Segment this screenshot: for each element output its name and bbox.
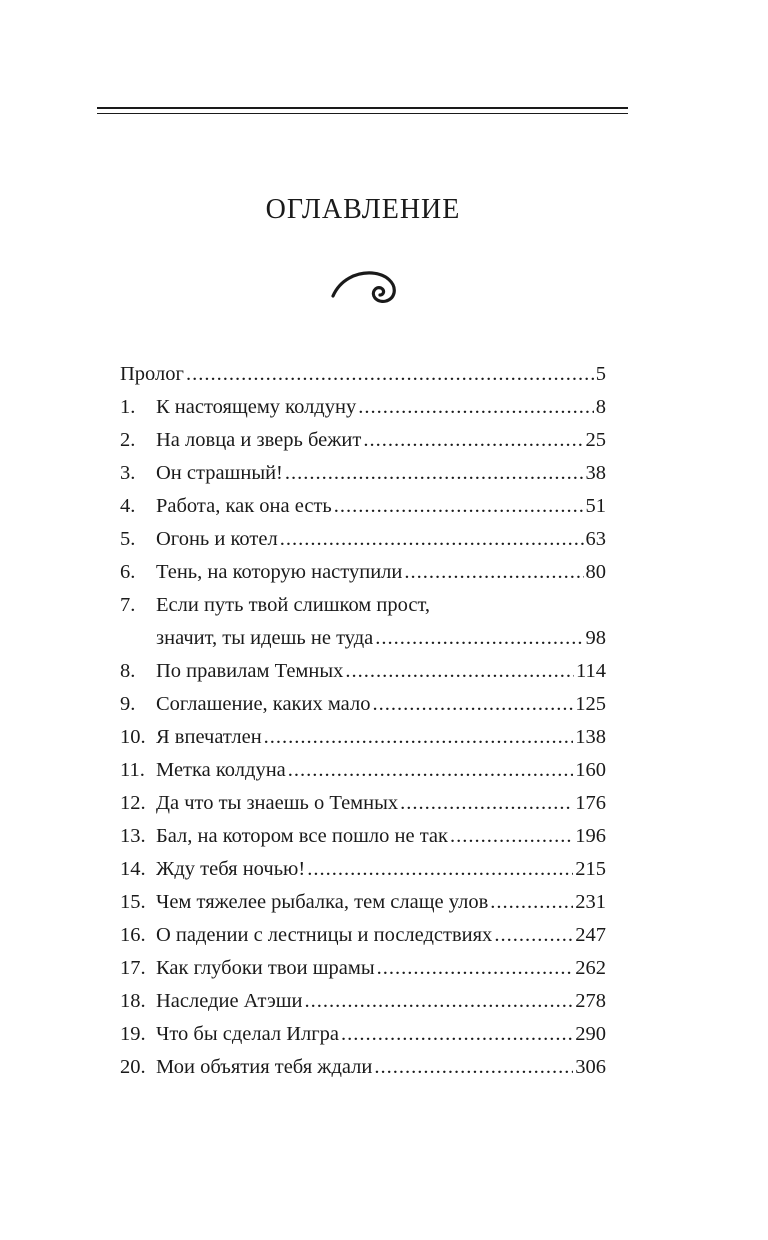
toc-entry-title: По правилам Темных — [156, 660, 344, 682]
toc-entry-title: Огонь и котел — [156, 528, 278, 550]
toc-entry-title: На ловца и зверь бежит — [156, 429, 362, 451]
toc-entry-page: 306 — [575, 1056, 606, 1078]
toc-leader-dots — [285, 457, 584, 490]
toc-entry — [120, 820, 606, 853]
toc-entry-number: 12. — [120, 792, 146, 814]
toc-entry-number: 9. — [120, 693, 136, 715]
table-of-contents — [120, 358, 606, 1084]
toc-entry — [120, 1051, 606, 1084]
toc-entry — [120, 754, 606, 787]
toc-leader-dots — [288, 754, 573, 787]
page-title: ОГЛАВЛЕНИЕ — [265, 194, 461, 225]
toc-entry-number: 20. — [120, 1056, 146, 1078]
toc-entry-page: 51 — [585, 495, 606, 517]
toc-entry-title: Он страшный! — [156, 462, 283, 484]
toc-entry-number: 6. — [120, 561, 136, 583]
toc-entry-number: 4. — [120, 495, 136, 517]
toc-leader-dots — [341, 1018, 573, 1051]
toc-leader-dots — [305, 985, 574, 1018]
toc-leader-dots — [377, 952, 574, 985]
toc-leader-dots — [334, 490, 584, 523]
toc-entry-number: 10. — [120, 726, 146, 748]
toc-entry — [120, 523, 606, 556]
toc-entry — [120, 424, 606, 457]
toc-entry-page: 25 — [585, 429, 606, 451]
toc-leader-dots — [375, 622, 583, 655]
toc-entry — [120, 787, 606, 820]
toc-entry-page: 247 — [575, 924, 606, 946]
toc-leader-dots — [400, 787, 573, 820]
toc-leader-dots — [372, 688, 573, 721]
toc-entry-page: 63 — [585, 528, 606, 550]
toc-leader-dots — [363, 424, 583, 457]
toc-entry-page: 231 — [575, 891, 606, 913]
toc-entry-title: Мои объятия тебя ждали — [156, 1056, 373, 1078]
toc-entry-number: 19. — [120, 1023, 146, 1045]
toc-entry — [120, 952, 606, 985]
toc-entry — [120, 358, 606, 391]
toc-entry-page: 125 — [575, 693, 606, 715]
toc-leader-dots — [490, 886, 573, 919]
toc-leader-dots — [264, 721, 574, 754]
toc-entry-title: Бал, на котором все пошло не так — [156, 825, 448, 847]
toc-entry — [120, 589, 606, 655]
toc-entry — [120, 688, 606, 721]
toc-entry-page: 8 — [595, 396, 606, 418]
toc-entry-page: 5 — [595, 363, 606, 385]
toc-entry-page: 176 — [575, 792, 606, 814]
toc-entry-title: Как глубоки твои шрамы — [156, 957, 375, 979]
toc-entry-page: 98 — [585, 627, 606, 649]
toc-entry-title: К настоящему колдуну — [156, 396, 357, 418]
toc-entry-title: Метка колдуна — [156, 759, 286, 781]
toc-entry-page: 290 — [575, 1023, 606, 1045]
toc-entry-title: Что бы сделал Илгра — [156, 1023, 339, 1045]
toc-entry-page: 278 — [575, 990, 606, 1012]
toc-entry-number: 2. — [120, 429, 136, 451]
toc-entry-number: 8. — [120, 660, 136, 682]
toc-entry — [120, 721, 606, 754]
toc-entry — [120, 853, 606, 886]
swirl-ornament-icon — [330, 266, 402, 306]
toc-entry — [120, 391, 606, 424]
toc-entry-number: 7. — [120, 594, 136, 616]
toc-entry-title: Работа, как она есть — [156, 495, 332, 517]
toc-leader-dots — [186, 358, 594, 391]
toc-leader-dots — [358, 391, 594, 424]
toc-entry-page: 38 — [585, 462, 606, 484]
toc-entry-title-continued: значит, ты идешь не туда — [156, 627, 374, 649]
toc-entry-number: 5. — [120, 528, 136, 550]
toc-entry-title: Наследие Атэши — [156, 990, 303, 1012]
toc-entry-number: 3. — [120, 462, 136, 484]
toc-leader-dots — [307, 853, 573, 886]
toc-entry-title: Пролог — [120, 363, 184, 385]
toc-entry-number: 17. — [120, 957, 146, 979]
toc-entry-title: О падении с лестницы и последствиях — [156, 924, 493, 946]
toc-entry — [120, 490, 606, 523]
toc-leader-dots — [345, 655, 574, 688]
toc-leader-dots — [280, 523, 584, 556]
toc-entry-page: 215 — [575, 858, 606, 880]
toc-entry-title: Если путь твой слишком прост, — [156, 594, 431, 616]
toc-entry-title: Чем тяжелее рыбалка, тем слаще улов — [156, 891, 489, 913]
toc-entry — [120, 655, 606, 688]
toc-entry-number: 1. — [120, 396, 136, 418]
toc-entry-number: 16. — [120, 924, 146, 946]
toc-entry-title: Соглашение, каких мало — [156, 693, 371, 715]
toc-entry-page: 138 — [575, 726, 606, 748]
toc-entry-number: 14. — [120, 858, 146, 880]
top-rule-thick — [97, 107, 628, 109]
toc-entry — [120, 886, 606, 919]
toc-entry-title: Я впечатлен — [156, 726, 262, 748]
toc-entry — [120, 919, 606, 952]
toc-entry-page: 114 — [576, 660, 606, 682]
top-rule-thin — [97, 113, 628, 114]
toc-entry-page: 262 — [575, 957, 606, 979]
toc-entry-page: 196 — [575, 825, 606, 847]
toc-entry-title: Тень, на которую наступили — [156, 561, 403, 583]
toc-leader-dots — [404, 556, 583, 589]
toc-entry-number: 15. — [120, 891, 146, 913]
toc-leader-dots — [494, 919, 573, 952]
toc-entry — [120, 457, 606, 490]
toc-leader-dots — [374, 1051, 573, 1084]
toc-leader-dots — [450, 820, 573, 853]
toc-entry — [120, 1018, 606, 1051]
toc-entry-title: Да что ты знаешь о Темных — [156, 792, 399, 814]
toc-entry — [120, 985, 606, 1018]
toc-entry-number: 18. — [120, 990, 146, 1012]
toc-entry-number: 11. — [120, 759, 145, 781]
toc-entry-number: 13. — [120, 825, 146, 847]
toc-entry-page: 160 — [575, 759, 606, 781]
toc-entry — [120, 556, 606, 589]
toc-entry-page: 80 — [585, 561, 606, 583]
toc-entry-title: Жду тебя ночью! — [156, 858, 306, 880]
